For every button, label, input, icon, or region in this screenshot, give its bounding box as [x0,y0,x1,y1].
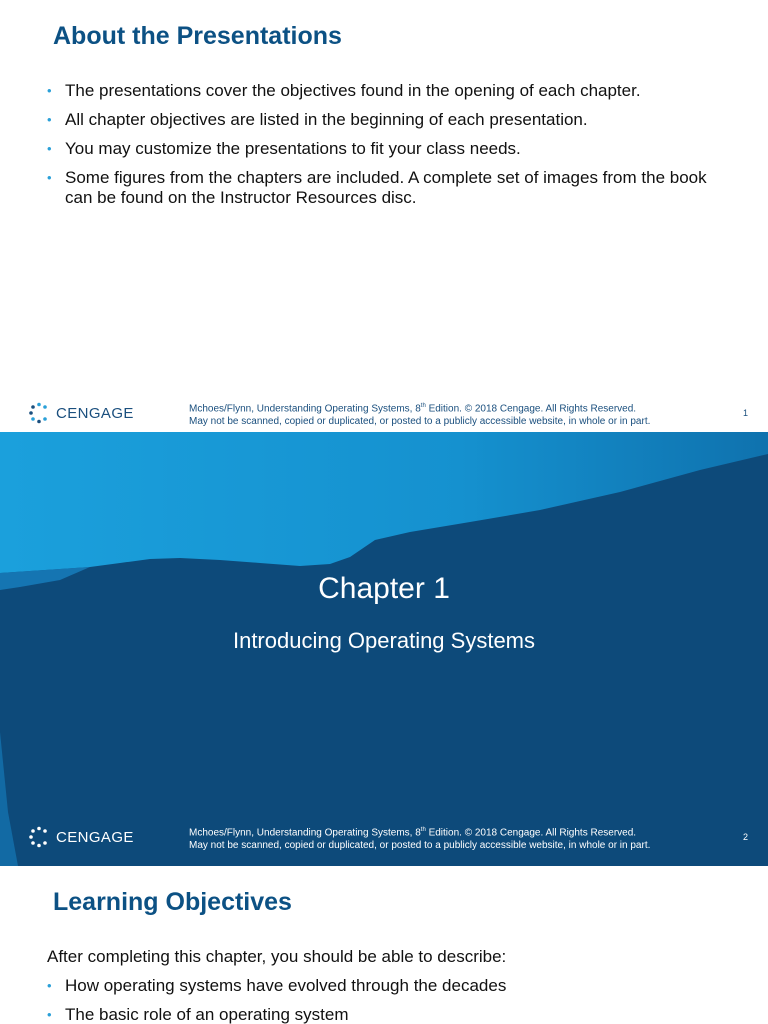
list-item [47,81,737,101]
bullet-text: The presentations cover the objectives found in the opening of each chapter. [65,81,641,100]
list-item [47,168,737,208]
bullet-text: How operating systems have evolved through the decades [65,976,507,995]
slide-footer [0,820,768,860]
copyright-line-1 [189,400,709,415]
chapter-subtitle: Introducing Operating Systems [232,628,536,653]
copyright-line-2: May not be scanned, copied or duplicated, or posted to a publicly accessible website, in whole or in part. [189,416,651,428]
slide-3 [0,866,768,1024]
list-item [47,1005,737,1024]
copyright-text: Mchoes/Flynn, Understanding Operating Systems, 8 [189,827,421,839]
copyright-superscript: th [420,827,426,833]
slide-footer [0,396,768,432]
copyright-notice [189,824,709,852]
copyright-notice [189,400,709,428]
list-item [47,139,737,159]
cengage-logo-icon [28,402,50,424]
slide-title: Learning Objectives [53,888,292,916]
cengage-logo [28,402,134,424]
logo-wordmark: CENGAGE [56,404,134,422]
bullet-dot-icon: • [47,1007,52,1022]
page-number: 1 [742,408,748,418]
copyright-text: Edition. © 2018 Cengage. All Rights Reserved. [425,827,637,839]
slide-2 [0,432,768,866]
bullet-text: Some figures from the chapters are included. A complete set of images from the book can be found on the Instructor Resources disc. [65,168,707,207]
copyright-line-1 [189,824,709,839]
list-item [47,976,737,996]
page-number: 2 [742,832,748,842]
bullet-dot-icon: • [47,170,52,185]
bullet-list [47,81,737,217]
bullet-list [47,976,737,1024]
slide-1 [0,0,768,432]
bullet-dot-icon: • [47,112,52,127]
bullet-dot-icon: • [47,978,52,993]
bullet-dot-icon: • [47,83,52,98]
logo-wordmark: CENGAGE [56,828,134,846]
cengage-logo [28,826,134,848]
list-item [47,110,737,130]
copyright-text: Mchoes/Flynn, Understanding Operating Systems, 8 [189,403,421,415]
intro-text: After completing this chapter, you should be able to describe: [47,947,507,966]
slide-title: About the Presentations [53,22,342,50]
bullet-text: You may customize the presentations to fit your class needs. [65,139,521,158]
copyright-line-2: May not be scanned, copied or duplicated, or posted to a publicly accessible website, in whole or in part. [189,840,651,852]
chapter-title: Chapter 1 [318,572,450,605]
copyright-text: Edition. © 2018 Cengage. All Rights Reserved. [425,403,637,415]
bullet-text: The basic role of an operating system [65,1005,349,1024]
bullet-dot-icon: • [47,141,52,156]
bullet-text: All chapter objectives are listed in the beginning of each presentation. [65,110,588,129]
copyright-superscript: th [420,403,426,409]
cengage-logo-icon [28,826,50,848]
